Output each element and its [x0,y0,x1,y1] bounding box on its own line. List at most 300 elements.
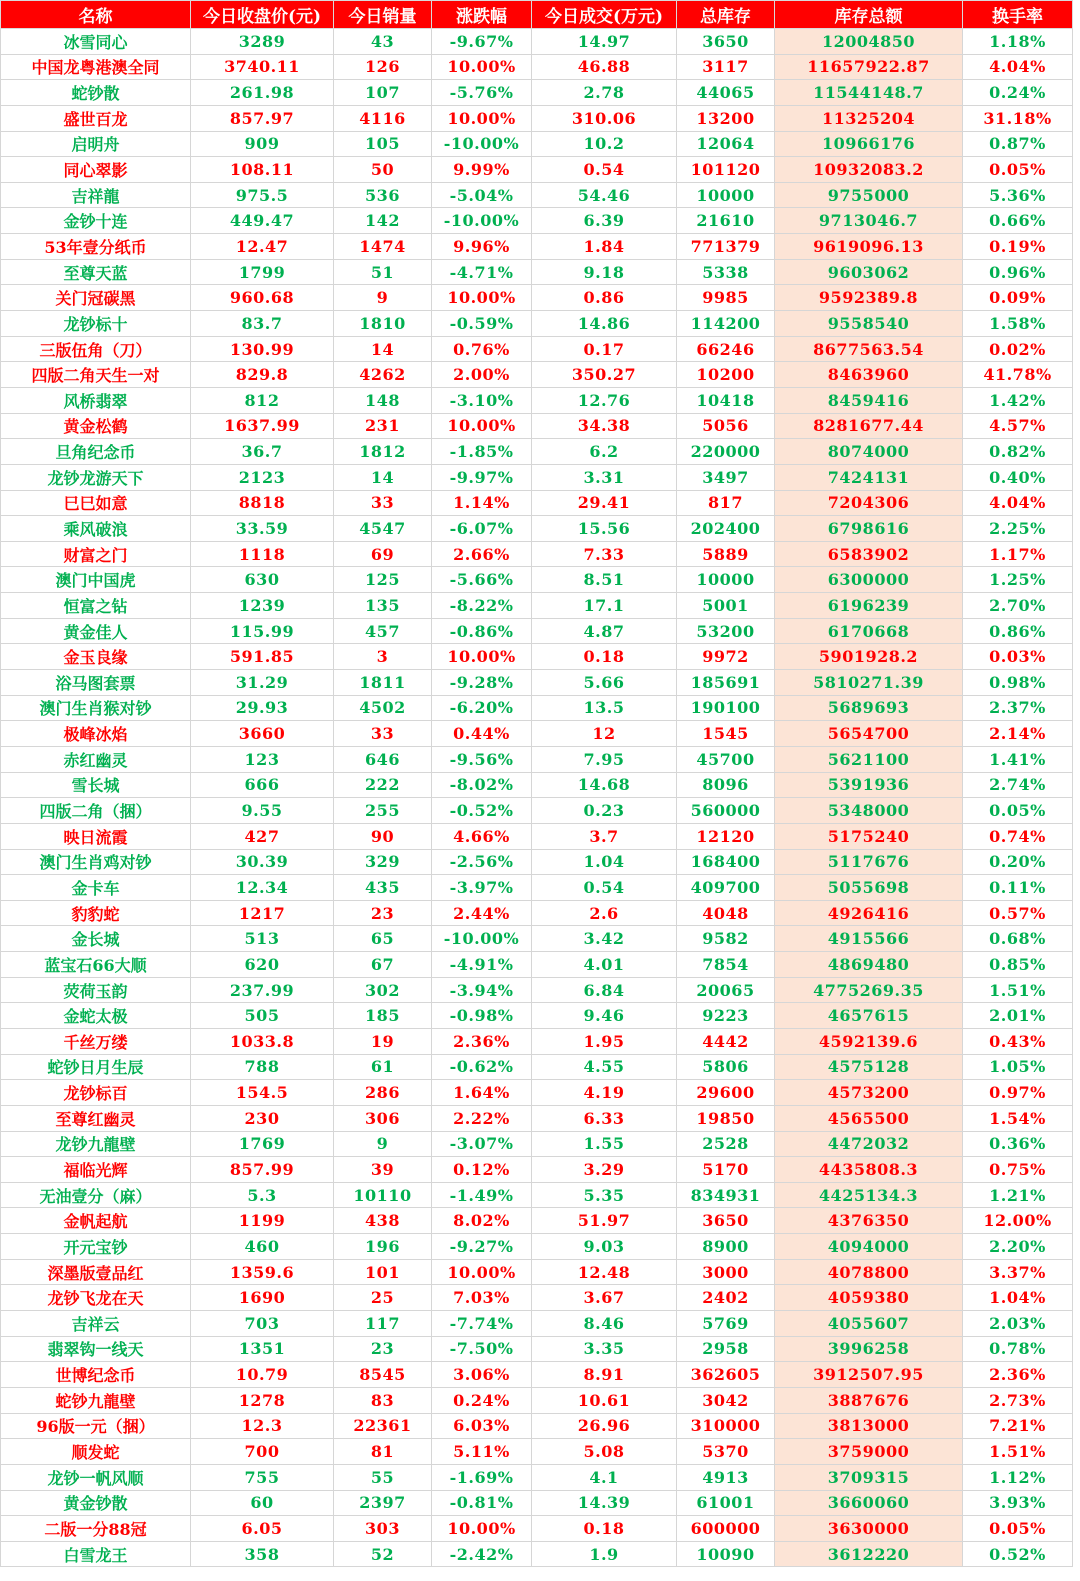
cell-name: 金蛇太极 [1,1003,191,1029]
cell-close-price: 261.98 [191,80,334,106]
cell-sales: 1810 [334,311,432,337]
cell-sales: 65 [334,926,432,952]
cell-stock: 5056 [677,413,775,439]
cell-turnover: 26.96 [532,1413,677,1439]
cell-change: -10.00% [432,926,532,952]
cell-sales: 105 [334,131,432,157]
cell-change: 1.14% [432,490,532,516]
cell-stock: 3650 [677,29,775,55]
cell-name: 澳门生肖猴对钞 [1,695,191,721]
cell-stock: 4048 [677,900,775,926]
table-row[interactable] [1,926,1073,952]
cell-turnover-rate: 0.97% [963,1080,1073,1106]
table-row[interactable] [1,1054,1073,1080]
cell-change: 0.24% [432,1387,532,1413]
cell-stock-amount: 3630000 [775,1516,963,1542]
table-row[interactable] [1,362,1073,388]
cell-name: 金钞十连 [1,208,191,234]
cell-turnover: 7.95 [532,746,677,772]
cell-stock: 3117 [677,54,775,80]
table-row[interactable] [1,541,1073,567]
cell-stock-amount: 10966176 [775,131,963,157]
table-row[interactable] [1,54,1073,80]
cell-stock-amount: 4926416 [775,900,963,926]
table-row[interactable] [1,1028,1073,1054]
cell-sales: 4116 [334,105,432,131]
cell-stock-amount: 5654700 [775,721,963,747]
cell-sales: 117 [334,1311,432,1337]
table-row[interactable] [1,618,1073,644]
cell-stock-amount: 8074000 [775,439,963,465]
table-row[interactable] [1,413,1073,439]
table-row[interactable] [1,29,1073,55]
cell-turnover: 10.61 [532,1387,677,1413]
cell-name: 千丝万缕 [1,1028,191,1054]
cell-sales: 329 [334,849,432,875]
cell-stock: 3650 [677,1208,775,1234]
cell-stock: 220000 [677,439,775,465]
cell-change: -0.52% [432,798,532,824]
cell-sales: 135 [334,593,432,619]
cell-change: 6.03% [432,1413,532,1439]
cell-sales: 222 [334,772,432,798]
cell-turnover: 310.06 [532,105,677,131]
cell-close-price: 5.3 [191,1182,334,1208]
table-row[interactable] [1,593,1073,619]
cell-stock: 20065 [677,977,775,1003]
header-stock-amount[interactable]: 库存总额 [775,1,963,29]
cell-turnover: 9.03 [532,1234,677,1260]
cell-turnover: 3.35 [532,1336,677,1362]
cell-stock: 9582 [677,926,775,952]
cell-turnover-rate: 0.85% [963,952,1073,978]
cell-turnover: 4.1 [532,1464,677,1490]
cell-stock: 362605 [677,1362,775,1388]
cell-turnover: 2.78 [532,80,677,106]
cell-stock-amount: 8677563.54 [775,336,963,362]
cell-change: 10.00% [432,54,532,80]
cell-stock: 66246 [677,336,775,362]
table-row[interactable] [1,208,1073,234]
cell-change: 10.00% [432,105,532,131]
cell-close-price: 12.3 [191,1413,334,1439]
cell-turnover: 14.86 [532,311,677,337]
cell-stock-amount: 6583902 [775,541,963,567]
cell-turnover: 0.18 [532,644,677,670]
cell-close-price: 8818 [191,490,334,516]
cell-change: -7.50% [432,1336,532,1362]
cell-turnover: 3.31 [532,464,677,490]
cell-turnover-rate: 0.11% [963,875,1073,901]
cell-close-price: 108.11 [191,157,334,183]
cell-change: -0.86% [432,618,532,644]
cell-stock-amount: 3996258 [775,1336,963,1362]
cell-close-price: 1199 [191,1208,334,1234]
table-row[interactable] [1,1003,1073,1029]
cell-sales: 14 [334,336,432,362]
cell-stock: 3497 [677,464,775,490]
table-row[interactable] [1,439,1073,465]
cell-name: 龙钞标十 [1,311,191,337]
cell-turnover-rate: 2.20% [963,1234,1073,1260]
cell-stock-amount: 4657615 [775,1003,963,1029]
table-row[interactable] [1,490,1073,516]
cell-close-price: 1359.6 [191,1259,334,1285]
table-row[interactable] [1,464,1073,490]
cell-stock-amount: 3813000 [775,1413,963,1439]
cell-turnover-rate: 0.19% [963,234,1073,260]
cell-stock: 8900 [677,1234,775,1260]
cell-close-price: 6.05 [191,1516,334,1542]
table-row[interactable] [1,1234,1073,1260]
table-row[interactable] [1,875,1073,901]
cell-close-price: 788 [191,1054,334,1080]
cell-change: -0.98% [432,1003,532,1029]
cell-stock: 190100 [677,695,775,721]
cell-turnover: 0.86 [532,285,677,311]
cell-stock-amount: 8281677.44 [775,413,963,439]
cell-change: -7.74% [432,1311,532,1337]
cell-name: 世博纪念币 [1,1362,191,1388]
cell-change: 5.11% [432,1439,532,1465]
cell-turnover: 4.87 [532,618,677,644]
cell-name: 顺发蛇 [1,1439,191,1465]
cell-sales: 33 [334,490,432,516]
cell-turnover-rate: 0.20% [963,849,1073,875]
header-change[interactable]: 涨跌幅 [432,1,532,29]
cell-turnover: 1.84 [532,234,677,260]
cell-turnover-rate: 2.03% [963,1311,1073,1337]
header-turnover-rate[interactable]: 换手率 [963,1,1073,29]
cell-name: 龙钞一帆风顺 [1,1464,191,1490]
cell-close-price: 1769 [191,1131,334,1157]
table-row[interactable] [1,823,1073,849]
cell-stock: 2402 [677,1285,775,1311]
cell-sales: 23 [334,1336,432,1362]
cell-name: 蓝宝石66大顺 [1,952,191,978]
cell-change: -0.62% [432,1054,532,1080]
cell-stock-amount: 4094000 [775,1234,963,1260]
cell-stock: 101120 [677,157,775,183]
cell-turnover-rate: 1.41% [963,746,1073,772]
table-row[interactable] [1,1490,1073,1516]
cell-turnover-rate: 2.14% [963,721,1073,747]
cell-name: 恒富之钻 [1,593,191,619]
cell-stock: 10000 [677,182,775,208]
cell-change: -3.94% [432,977,532,1003]
cell-turnover: 6.33 [532,1105,677,1131]
table-row[interactable] [1,1413,1073,1439]
cell-turnover: 46.88 [532,54,677,80]
table-row[interactable] [1,746,1073,772]
table-row[interactable] [1,285,1073,311]
header-name[interactable]: 名称 [1,1,191,29]
cell-stock: 53200 [677,618,775,644]
cell-turnover-rate: 41.78% [963,362,1073,388]
cell-close-price: 829.8 [191,362,334,388]
table-row[interactable] [1,1131,1073,1157]
cell-name: 旦角纪念币 [1,439,191,465]
cell-turnover: 14.68 [532,772,677,798]
cell-turnover-rate: 0.78% [963,1336,1073,1362]
cell-stock-amount: 4775269.35 [775,977,963,1003]
cell-close-price: 2123 [191,464,334,490]
cell-close-price: 427 [191,823,334,849]
cell-stock: 10090 [677,1541,775,1567]
table-row[interactable] [1,1464,1073,1490]
table-row[interactable] [1,772,1073,798]
cell-turnover-rate: 0.66% [963,208,1073,234]
cell-stock: 3042 [677,1387,775,1413]
cell-close-price: 1351 [191,1336,334,1362]
table-row[interactable] [1,80,1073,106]
cell-close-price: 857.99 [191,1157,334,1183]
cell-name: 黄金佳人 [1,618,191,644]
cell-stock: 114200 [677,311,775,337]
table-row[interactable] [1,798,1073,824]
cell-close-price: 33.59 [191,516,334,542]
table-row[interactable] [1,1541,1073,1567]
cell-stock: 5001 [677,593,775,619]
cell-stock-amount: 5117676 [775,849,963,875]
cell-name: 豹豹蛇 [1,900,191,926]
header-stock[interactable]: 总库存 [677,1,775,29]
header-close-price[interactable]: 今日收盘价(元) [191,1,334,29]
cell-stock-amount: 4435808.3 [775,1157,963,1183]
cell-change: -8.22% [432,593,532,619]
cell-name: 蛇钞九龍壁 [1,1387,191,1413]
cell-name: 蛇钞散 [1,80,191,106]
cell-turnover-rate: 1.17% [963,541,1073,567]
cell-turnover-rate: 2.01% [963,1003,1073,1029]
table-row[interactable] [1,1285,1073,1311]
table-row[interactable] [1,157,1073,183]
cell-name: 龙钞飞龙在天 [1,1285,191,1311]
cell-sales: 51 [334,259,432,285]
table-row[interactable] [1,105,1073,131]
cell-stock-amount: 6300000 [775,567,963,593]
cell-sales: 435 [334,875,432,901]
cell-change: 2.36% [432,1028,532,1054]
cell-turnover: 15.56 [532,516,677,542]
cell-change: -1.85% [432,439,532,465]
cell-name: 极峰冰焰 [1,721,191,747]
table-row[interactable] [1,387,1073,413]
cell-stock: 771379 [677,234,775,260]
cell-name: 澳门中国虎 [1,567,191,593]
cell-change: 9.96% [432,234,532,260]
cell-sales: 255 [334,798,432,824]
cell-sales: 22361 [334,1413,432,1439]
cell-turnover: 12.76 [532,387,677,413]
table-row[interactable] [1,849,1073,875]
cell-stock: 5370 [677,1439,775,1465]
cell-name: 龙钞标百 [1,1080,191,1106]
cell-change: -2.42% [432,1541,532,1567]
cell-turnover-rate: 1.54% [963,1105,1073,1131]
cell-stock: 12120 [677,823,775,849]
cell-turnover: 12 [532,721,677,747]
cell-turnover-rate: 0.05% [963,157,1073,183]
cell-close-price: 1239 [191,593,334,619]
cell-stock-amount: 3612220 [775,1541,963,1567]
cell-stock-amount: 11325204 [775,105,963,131]
cell-name: 龙钞龙游天下 [1,464,191,490]
cell-stock-amount: 4472032 [775,1131,963,1157]
table-row[interactable] [1,1157,1073,1183]
table-row[interactable] [1,644,1073,670]
table-row[interactable] [1,1439,1073,1465]
cell-turnover: 3.42 [532,926,677,952]
cell-change: 10.00% [432,644,532,670]
table-row[interactable] [1,1080,1073,1106]
cell-sales: 69 [334,541,432,567]
cell-name: 荧荷玉韵 [1,977,191,1003]
cell-turnover: 2.6 [532,900,677,926]
cell-change: 2.22% [432,1105,532,1131]
cell-change: 10.00% [432,413,532,439]
cell-turnover: 17.1 [532,593,677,619]
cell-sales: 9 [334,1131,432,1157]
table-row[interactable] [1,567,1073,593]
cell-change: -9.27% [432,1234,532,1260]
cell-stock: 5889 [677,541,775,567]
cell-sales: 196 [334,1234,432,1260]
cell-close-price: 12.47 [191,234,334,260]
table-row[interactable] [1,1208,1073,1234]
table-row[interactable] [1,259,1073,285]
cell-stock: 185691 [677,670,775,696]
cell-close-price: 230 [191,1105,334,1131]
cell-name: 澳门生肖鸡对钞 [1,849,191,875]
table-row[interactable] [1,1259,1073,1285]
table-row[interactable] [1,721,1073,747]
cell-close-price: 1118 [191,541,334,567]
table-row[interactable] [1,900,1073,926]
cell-stock-amount: 9603062 [775,259,963,285]
cell-change: -5.04% [432,182,532,208]
table-row[interactable] [1,336,1073,362]
table-row[interactable] [1,1182,1073,1208]
cell-change: -3.07% [432,1131,532,1157]
cell-turnover-rate: 0.05% [963,1516,1073,1542]
table-row[interactable] [1,1362,1073,1388]
cell-change: 10.00% [432,1259,532,1285]
table-row[interactable] [1,952,1073,978]
cell-close-price: 154.5 [191,1080,334,1106]
cell-name: 福临光辉 [1,1157,191,1183]
table-row[interactable] [1,695,1073,721]
cell-sales: 231 [334,413,432,439]
cell-turnover-rate: 4.04% [963,490,1073,516]
cell-sales: 4502 [334,695,432,721]
cell-turnover-rate: 0.98% [963,670,1073,696]
table-row[interactable] [1,182,1073,208]
table-row[interactable] [1,670,1073,696]
cell-stock: 4442 [677,1028,775,1054]
cell-stock-amount: 9713046.7 [775,208,963,234]
cell-stock: 817 [677,490,775,516]
cell-stock: 12064 [677,131,775,157]
cell-turnover-rate: 0.87% [963,131,1073,157]
cell-turnover-rate: 0.52% [963,1541,1073,1567]
cell-close-price: 31.29 [191,670,334,696]
cell-name: 冰雪同心 [1,29,191,55]
cell-turnover-rate: 0.03% [963,644,1073,670]
cell-turnover: 5.35 [532,1182,677,1208]
cell-name: 盛世百龙 [1,105,191,131]
cell-turnover-rate: 0.09% [963,285,1073,311]
cell-name: 至尊红幽灵 [1,1105,191,1131]
cell-stock-amount: 6798616 [775,516,963,542]
cell-turnover: 14.39 [532,1490,677,1516]
cell-stock-amount: 3660060 [775,1490,963,1516]
cell-stock: 5806 [677,1054,775,1080]
cell-stock: 9985 [677,285,775,311]
cell-turnover-rate: 0.82% [963,439,1073,465]
cell-stock-amount: 4425134.3 [775,1182,963,1208]
cell-sales: 9 [334,285,432,311]
cell-sales: 81 [334,1439,432,1465]
cell-sales: 107 [334,80,432,106]
cell-turnover: 4.19 [532,1080,677,1106]
table-row[interactable] [1,1387,1073,1413]
table-row[interactable] [1,234,1073,260]
table-row[interactable] [1,516,1073,542]
cell-close-price: 460 [191,1234,334,1260]
cell-change: 9.99% [432,157,532,183]
cell-sales: 303 [334,1516,432,1542]
cell-close-price: 12.34 [191,875,334,901]
cell-stock: 7854 [677,952,775,978]
cell-stock-amount: 8463960 [775,362,963,388]
cell-name: 财富之门 [1,541,191,567]
table-row[interactable] [1,1311,1073,1337]
table-row[interactable] [1,977,1073,1003]
cell-sales: 1812 [334,439,432,465]
cell-turnover: 6.2 [532,439,677,465]
cell-stock-amount: 4376350 [775,1208,963,1234]
table-row[interactable] [1,1516,1073,1542]
cell-name: 吉祥云 [1,1311,191,1337]
table-row[interactable] [1,1105,1073,1131]
cell-name: 吉祥龍 [1,182,191,208]
cell-turnover-rate: 0.43% [963,1028,1073,1054]
cell-turnover-rate: 4.04% [963,54,1073,80]
cell-name: 启明舟 [1,131,191,157]
header-turnover[interactable]: 今日成交(万元) [532,1,677,29]
table-row[interactable] [1,311,1073,337]
cell-turnover: 3.67 [532,1285,677,1311]
cell-stock: 5170 [677,1157,775,1183]
cell-sales: 61 [334,1054,432,1080]
cell-name: 金帆起航 [1,1208,191,1234]
cell-stock-amount: 3759000 [775,1439,963,1465]
cell-turnover-rate: 1.58% [963,311,1073,337]
header-sales[interactable]: 今日销量 [334,1,432,29]
cell-name: 53年壹分纸币 [1,234,191,260]
cell-stock: 1545 [677,721,775,747]
table-row[interactable] [1,131,1073,157]
cell-close-price: 1637.99 [191,413,334,439]
table-row[interactable] [1,1336,1073,1362]
cell-turnover-rate: 0.02% [963,336,1073,362]
cell-name: 浴马图套票 [1,670,191,696]
cell-turnover: 34.38 [532,413,677,439]
cell-close-price: 505 [191,1003,334,1029]
cell-turnover-rate: 4.57% [963,413,1073,439]
cell-close-price: 83.7 [191,311,334,337]
